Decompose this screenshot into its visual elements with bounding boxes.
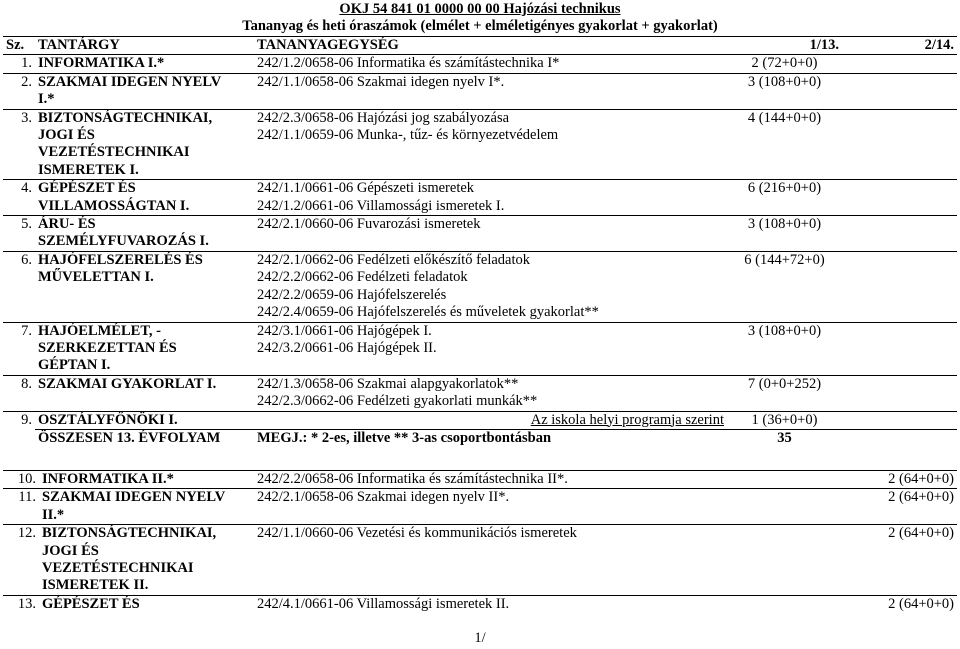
unit-name: 242/1.1/0661-06 Gépészeti ismeretek	[257, 180, 475, 197]
unit-name: 242/4.1/0661-06 Villamossági ismeretek II.	[257, 595, 510, 612]
row-number: 8.	[3, 375, 35, 411]
table-row	[3, 411, 957, 429]
subject-cell	[35, 411, 254, 429]
hours-year13	[727, 595, 842, 613]
subject-name: MŰVELETTAN I.	[38, 269, 154, 286]
row-number: 13.	[3, 595, 39, 613]
table-row	[3, 489, 957, 525]
document-title: OKJ 54 841 01 0000 00 00 Hajózási technikus	[339, 1, 621, 17]
row-number: 3.	[3, 109, 35, 180]
unit-cell	[254, 411, 727, 429]
unit-name: 242/2.1/0660-06 Fuvarozási ismeretek	[257, 216, 481, 233]
unit-cell	[254, 216, 727, 252]
subject-name: BIZTONSÁGTECHNIKAI,	[38, 109, 213, 126]
subject-name: ÁRU- ÉS	[38, 216, 96, 233]
hours-year14	[842, 411, 957, 429]
subject-name: GÉPTAN I.	[38, 357, 111, 374]
subject-name: GÉPÉSZET ÉS	[38, 180, 136, 197]
unit-name: 242/3.1/0661-06 Hajógépek I.	[257, 322, 432, 339]
subject-cell	[39, 471, 254, 489]
hours-year13: 2 (72+0+0)	[727, 55, 842, 73]
hours-year13	[727, 489, 842, 525]
unit-name: 242/2.3/0658-06 Hajózási jog szabályozása	[257, 109, 510, 126]
table-row	[3, 525, 957, 596]
unit-cell	[254, 489, 727, 525]
table-row	[3, 109, 957, 180]
unit-name: 242/2.3/0662-06 Fedélzeti gyakorlati munkák**	[257, 393, 538, 410]
hours-year13: 3 (108+0+0)	[727, 322, 842, 375]
unit-cell	[254, 55, 727, 73]
hours-year13	[727, 471, 842, 489]
hours-year14: 2 (64+0+0)	[842, 525, 957, 596]
unit-name: Az iskola helyi programja szerint	[530, 411, 724, 428]
table-row	[3, 595, 957, 613]
document-subtitle: Tananyag és heti óraszámok (elmélet + elméletigényes gyakorlat + gyakorlat)	[242, 18, 718, 34]
table-row	[3, 73, 957, 109]
table-row	[3, 322, 957, 375]
hours-year14	[842, 251, 957, 322]
subject-name: SZERKEZETTAN ÉS	[38, 339, 177, 356]
note-text: : * 2-es, illetve ** 3-as csoportbontásban	[302, 429, 552, 446]
table-row	[3, 216, 957, 252]
subject-cell	[35, 251, 254, 322]
row-number: 11.	[3, 489, 39, 525]
col-header-sz: Sz.	[3, 37, 35, 55]
unit-name: 242/1.1/0658-06 Szakmai idegen nyelv I*.	[257, 73, 505, 90]
subject-name: ISMERETEK II.	[42, 577, 149, 594]
hours-year13: 4 (144+0+0)	[727, 109, 842, 180]
unit-cell	[254, 322, 727, 375]
subject-cell	[35, 55, 254, 73]
subject-name: SZEMÉLYFUVAROZÁS I.	[38, 233, 209, 250]
row-number: 12.	[3, 525, 39, 596]
note-label: MEGJ.	[257, 429, 303, 446]
unit-name: 242/1.3/0658-06 Szakmai alapgyakorlatok**	[257, 375, 519, 392]
hours-year13: 1 (36+0+0)	[727, 411, 842, 429]
hours-year13	[727, 525, 842, 596]
col-header-year1: 1/13.	[727, 37, 842, 55]
hours-year14: 2 (64+0+0)	[842, 489, 957, 525]
subject-name: II.*	[42, 506, 65, 523]
unit-cell	[254, 471, 727, 489]
unit-name: 242/3.2/0661-06 Hajógépek II.	[257, 339, 437, 356]
subject-cell	[35, 375, 254, 411]
table-header-row	[3, 37, 957, 55]
col-header-year2: 2/14.	[842, 37, 957, 55]
unit-name: 242/1.2/0658-06 Informatika és számítástechnika I*	[257, 55, 560, 72]
curriculum-table-year14	[3, 470, 957, 613]
unit-name: 242/2.2/0662-06 Fedélzeti feladatok	[257, 269, 468, 286]
unit-cell	[254, 595, 727, 613]
subject-cell	[39, 525, 254, 596]
subject-name: VEZETÉSTECHNIKAI	[38, 144, 190, 161]
unit-name: 242/1.1/0659-06 Munka-, tűz- és környezetvédelem	[257, 127, 559, 144]
unit-name: 242/1.1/0660-06 Vezetési és kommunikációs ismeretek	[257, 525, 577, 542]
table-row	[3, 180, 957, 216]
subject-name: ISMERETEK I.	[38, 161, 139, 178]
subject-name: SZAKMAI IDEGEN NYELV	[38, 73, 222, 90]
row-number: 6.	[3, 251, 35, 322]
hours-year14	[842, 109, 957, 180]
hours-year14	[842, 55, 957, 73]
hours-year13: 6 (144+72+0)	[727, 251, 842, 322]
total-row	[3, 429, 957, 447]
hours-year14: 2 (64+0+0)	[842, 595, 957, 613]
unit-name: 242/2.2/0659-06 Hajófelszerelés	[257, 286, 447, 303]
hours-year14	[842, 73, 957, 109]
subject-cell	[35, 216, 254, 252]
row-number: 7.	[3, 322, 35, 375]
col-header-subject: TANTÁRGY	[35, 37, 254, 55]
subject-name: HAJÓFELSZERELÉS ÉS	[38, 251, 203, 268]
hours-year14	[842, 375, 957, 411]
hours-year13: 7 (0+0+252)	[727, 375, 842, 411]
subject-name: VILLAMOSSÁGTAN I.	[38, 197, 190, 214]
row-number: 4.	[3, 180, 35, 216]
table-row	[3, 251, 957, 322]
unit-name: 242/2.1/0662-06 Fedélzeti előkészítő feladatok	[257, 251, 531, 268]
unit-name: 242/2.1/0658-06 Szakmai idegen nyelv II*.	[257, 489, 510, 506]
subject-name: GÉPÉSZET ÉS	[42, 595, 140, 612]
unit-cell	[254, 180, 727, 216]
subject-name: JOGI ÉS	[42, 542, 99, 559]
subject-name: BIZTONSÁGTECHNIKAI,	[42, 525, 217, 542]
subject-name: SZAKMAI IDEGEN NYELV	[42, 489, 226, 506]
unit-cell	[254, 375, 727, 411]
total-note	[254, 429, 727, 447]
subject-name: JOGI ÉS	[38, 127, 95, 144]
unit-name: 242/2.2/0658-06 Informatika és számítástechnika II*.	[257, 471, 568, 487]
hours-year14: 2 (64+0+0)	[842, 471, 957, 489]
subject-name: INFORMATIKA I.*	[38, 55, 165, 72]
subject-cell	[35, 322, 254, 375]
curriculum-table-year13	[3, 36, 957, 447]
hours-year13: 3 (108+0+0)	[727, 73, 842, 109]
unit-name: 242/1.2/0661-06 Villamossági ismeretek I.	[257, 197, 505, 214]
subject-name: SZAKMAI GYAKORLAT I.	[38, 375, 217, 392]
unit-cell	[254, 525, 727, 596]
subject-name: HAJÓELMÉLET, -	[38, 322, 161, 339]
total-label: ÖSSZESEN 13. ÉVFOLYAM	[35, 429, 254, 447]
subject-cell	[35, 109, 254, 180]
hours-year13: 3 (108+0+0)	[727, 216, 842, 252]
unit-name: 242/2.4/0659-06 Hajófelszerelés és műveletek gyakorlat**	[257, 304, 599, 321]
subject-cell	[35, 73, 254, 109]
page-number: 1/	[474, 630, 486, 646]
subject-cell	[35, 180, 254, 216]
total-value: 35	[727, 429, 842, 447]
row-number: 1.	[3, 55, 35, 73]
table-row	[3, 375, 957, 411]
hours-year14	[842, 180, 957, 216]
subject-cell	[39, 489, 254, 525]
row-number: 10.	[3, 471, 39, 489]
row-number: 5.	[3, 216, 35, 252]
table-row	[3, 55, 957, 73]
subject-name: INFORMATIKA II.*	[42, 471, 174, 487]
row-number: 2.	[3, 73, 35, 109]
table-row	[3, 471, 957, 489]
subject-cell	[39, 595, 254, 613]
unit-cell	[254, 73, 727, 109]
col-header-unit: TANANYAGEGYSÉG	[254, 37, 727, 55]
hours-year14	[842, 322, 957, 375]
subject-name: OSZTÁLYFŐNÖKI I.	[38, 411, 178, 428]
unit-cell	[254, 109, 727, 180]
hours-year13: 6 (216+0+0)	[727, 180, 842, 216]
subject-name: I.*	[38, 91, 55, 108]
row-number: 9.	[3, 411, 35, 429]
unit-cell	[254, 251, 727, 322]
subject-name: VEZETÉSTECHNIKAI	[42, 560, 194, 577]
hours-year14	[842, 216, 957, 252]
